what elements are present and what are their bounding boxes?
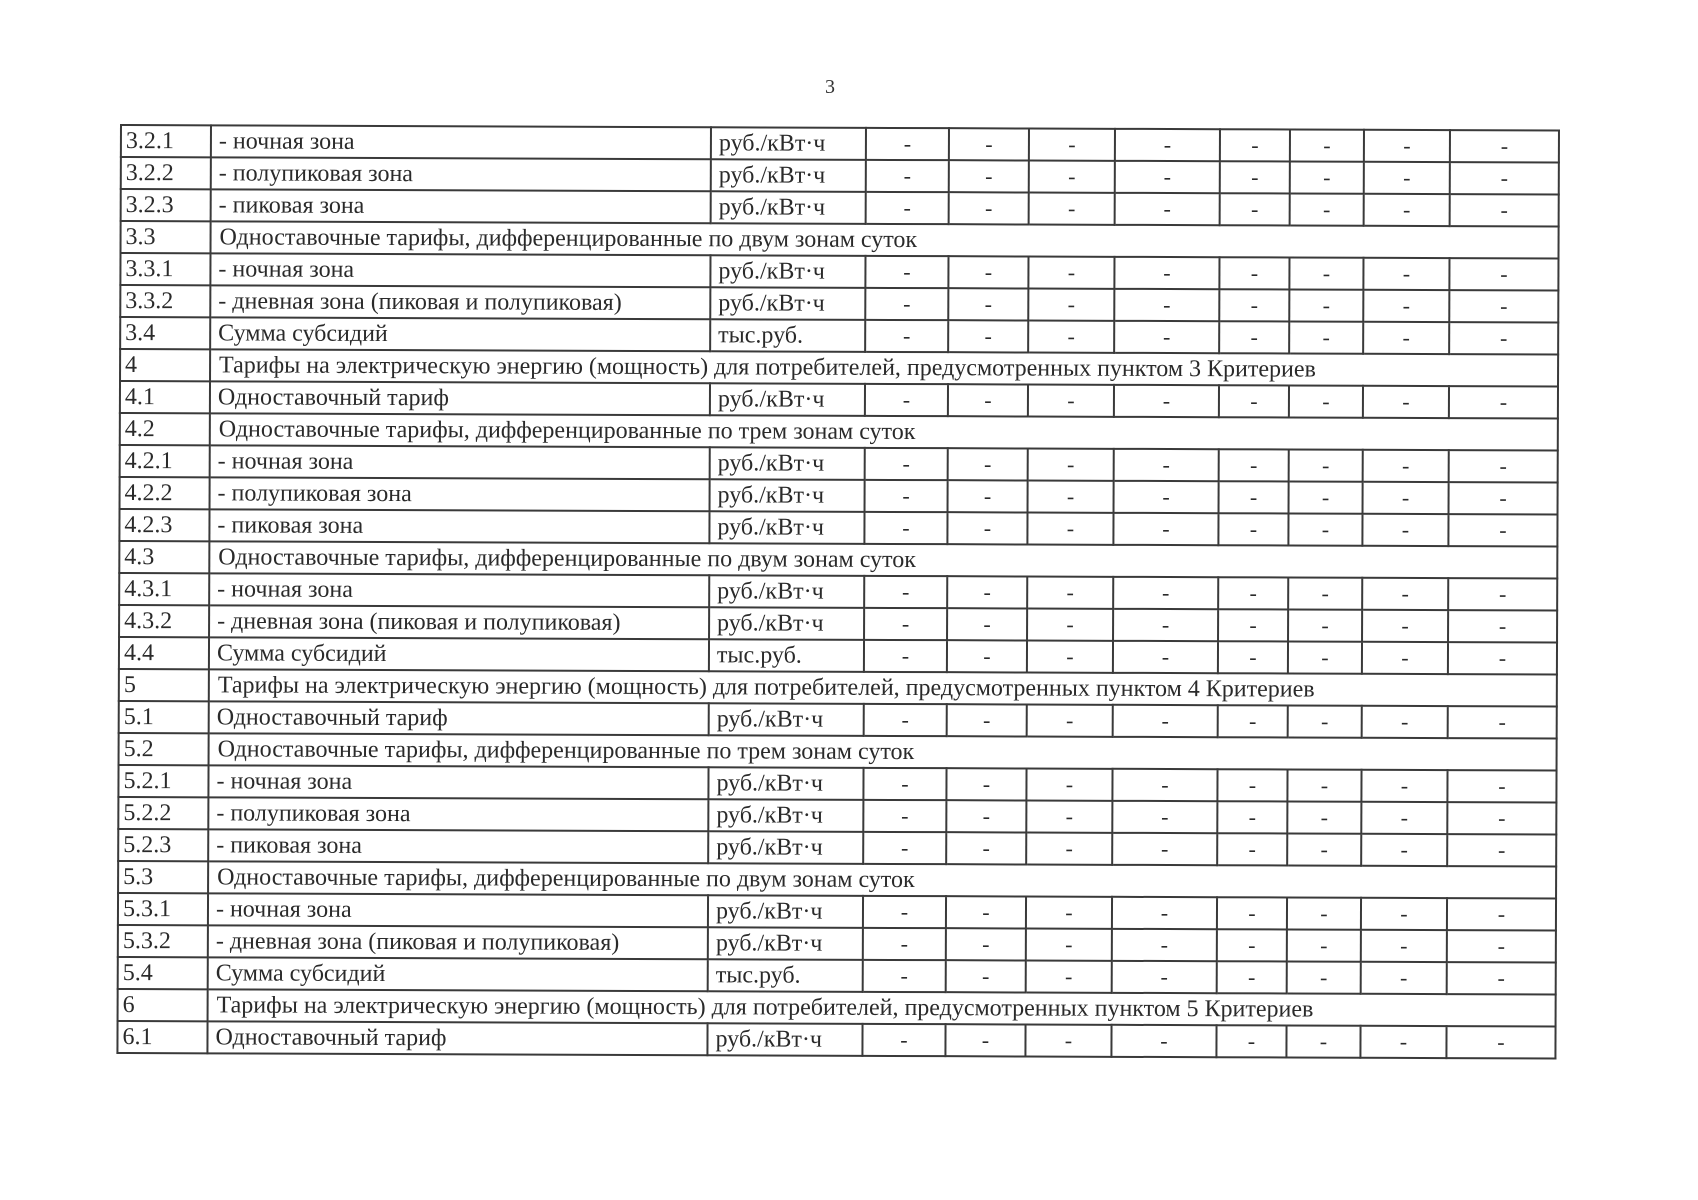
value-cell: - [1289, 449, 1363, 481]
value-cell: - [949, 128, 1029, 160]
value-cell: - [866, 192, 949, 224]
value-cell: - [1448, 610, 1557, 642]
value-cell: - [1115, 129, 1220, 161]
value-cell: - [1448, 514, 1557, 546]
value-cell: - [862, 1024, 945, 1056]
tariff-table [116, 124, 1560, 1060]
row-unit: руб./кВт·ч [710, 383, 865, 416]
row-unit: руб./кВт·ч [711, 127, 866, 160]
row-unit: руб./кВт·ч [709, 511, 864, 544]
value-cell: - [865, 288, 948, 320]
value-cell: - [1113, 577, 1218, 609]
value-cell: - [949, 192, 1029, 224]
value-cell: - [1220, 161, 1290, 193]
value-cell: - [1114, 385, 1219, 417]
table-row [117, 1021, 1555, 1059]
value-cell: - [1290, 193, 1364, 225]
value-cell: - [1288, 641, 1362, 673]
value-cell: - [1290, 129, 1364, 161]
value-cell: - [1218, 705, 1288, 737]
value-cell: - [1026, 960, 1112, 992]
value-cell: - [1217, 929, 1287, 961]
value-cell: - [1362, 578, 1448, 610]
value-cell: - [1112, 961, 1217, 993]
value-cell: - [864, 576, 947, 608]
value-cell: - [1027, 576, 1113, 608]
row-unit: руб./кВт·ч [711, 159, 866, 192]
row-number: 5.2 [119, 733, 209, 765]
value-cell: - [947, 640, 1027, 672]
value-cell: - [1449, 290, 1558, 322]
value-cell: - [1112, 769, 1217, 801]
value-cell: - [1447, 802, 1556, 834]
row-number: 5.2.1 [118, 765, 208, 797]
row-unit: тыс.руб. [710, 319, 865, 352]
value-cell: - [1112, 929, 1217, 961]
value-cell: - [1114, 321, 1219, 353]
section-title: Одноставочные тарифы, дифференцированные по трем зонам суток [209, 733, 1557, 770]
value-cell: - [947, 512, 1027, 544]
value-cell: - [865, 448, 948, 480]
row-name: Одноставочный тариф [210, 381, 710, 415]
section-title: Одноставочные тарифы, дифференцированные по трем зонам суток [210, 413, 1558, 450]
value-cell: - [1026, 800, 1112, 832]
value-cell: - [1287, 833, 1361, 865]
value-cell: - [1361, 930, 1447, 962]
row-unit: руб./кВт·ч [708, 927, 863, 960]
value-cell: - [947, 576, 1027, 608]
section-title: Одноставочные тарифы, дифференцированные по двум зонам суток [211, 221, 1559, 258]
row-name: - ночная зона [210, 253, 710, 287]
value-cell: - [1114, 257, 1219, 289]
value-cell: - [949, 160, 1029, 192]
row-number: 4 [120, 349, 210, 381]
row-number: 5.3.1 [118, 893, 208, 925]
value-cell: - [1449, 450, 1558, 482]
row-number: 6 [118, 989, 208, 1021]
row-number: 4.2.1 [120, 445, 210, 477]
value-cell: - [863, 896, 946, 928]
value-cell: - [863, 928, 946, 960]
value-cell: - [946, 896, 1026, 928]
row-name: Сумма субсидий [209, 637, 709, 671]
value-cell: - [1026, 896, 1112, 928]
section-title: Тарифы на электрическую энергию (мощность) для потребителей, предусмотренных пунктом 3 Критериев [210, 349, 1558, 386]
row-number: 3.2.3 [121, 189, 211, 221]
value-cell: - [864, 608, 947, 640]
row-name: - полупиковая зона [210, 477, 710, 511]
value-cell: - [864, 704, 947, 736]
section-title: Одноставочные тарифы, дифференцированные по двум зонам суток [209, 541, 1557, 578]
row-number: 3.3.1 [120, 253, 210, 285]
value-cell: - [1448, 578, 1557, 610]
value-cell: - [1288, 577, 1362, 609]
row-unit: руб./кВт·ч [709, 575, 864, 608]
value-cell: - [1361, 962, 1447, 994]
row-unit: руб./кВт·ч [710, 287, 865, 320]
value-cell: - [1288, 513, 1362, 545]
value-cell: - [1112, 897, 1217, 929]
value-cell: - [1219, 257, 1289, 289]
row-name: - дневная зона (пиковая и полупиковая) [208, 925, 708, 959]
value-cell: - [865, 384, 948, 416]
value-cell: - [1114, 481, 1219, 513]
row-unit: тыс.руб. [708, 959, 863, 992]
value-cell: - [947, 608, 1027, 640]
value-cell: - [1360, 1026, 1446, 1058]
value-cell: - [1218, 577, 1288, 609]
value-cell: - [1362, 642, 1448, 674]
page-number: 3 [825, 76, 835, 98]
row-unit: руб./кВт·ч [708, 895, 863, 928]
row-unit: руб./кВт·ч [710, 479, 865, 512]
value-cell: - [1363, 482, 1449, 514]
row-name: - дневная зона (пиковая и полупиковая) [210, 285, 710, 319]
value-cell: - [1217, 961, 1287, 993]
value-cell: - [1115, 193, 1220, 225]
value-cell: - [1027, 608, 1113, 640]
value-cell: - [1220, 193, 1290, 225]
value-cell: - [1027, 512, 1113, 544]
value-cell: - [1025, 1024, 1111, 1056]
row-number: 3.2.2 [121, 157, 211, 189]
tariff-table-body [117, 125, 1559, 1059]
value-cell: - [1113, 609, 1218, 641]
value-cell: - [1216, 1025, 1286, 1057]
row-number: 5.2.3 [118, 829, 208, 861]
value-cell: - [863, 800, 946, 832]
value-cell: - [1113, 705, 1218, 737]
value-cell: - [1220, 129, 1290, 161]
value-cell: - [1447, 962, 1556, 994]
value-cell: - [1288, 609, 1362, 641]
value-cell: - [1289, 481, 1363, 513]
value-cell: - [1219, 321, 1289, 353]
section-title: Одноставочные тарифы, дифференцированные по двум зонам суток [208, 861, 1556, 898]
value-cell: - [1218, 641, 1288, 673]
value-cell: - [948, 288, 1028, 320]
row-number: 3.3.2 [120, 285, 210, 317]
row-name: - полупиковая зона [208, 797, 708, 831]
value-cell: - [946, 800, 1026, 832]
value-cell: - [1113, 513, 1218, 545]
value-cell: - [1112, 801, 1217, 833]
value-cell: - [1217, 897, 1287, 929]
value-cell: - [1447, 930, 1556, 962]
row-number: 3.2.1 [121, 125, 211, 157]
value-cell: - [947, 704, 1027, 736]
section-title: Тарифы на электрическую энергию (мощность) для потребителей, предусмотренных пунктом 5 Критериев [208, 989, 1556, 1026]
value-cell: - [946, 768, 1026, 800]
value-cell: - [1364, 162, 1450, 194]
row-name: - ночная зона [208, 765, 708, 799]
value-cell: - [946, 928, 1026, 960]
value-cell: - [1029, 160, 1115, 192]
value-cell: - [1288, 705, 1362, 737]
value-cell: - [1219, 289, 1289, 321]
value-cell: - [1449, 482, 1558, 514]
row-number: 4.3.2 [119, 605, 209, 637]
row-name: - ночная зона [211, 125, 711, 159]
value-cell: - [1447, 770, 1556, 802]
row-name: - ночная зона [210, 445, 710, 479]
row-name: - пиковая зона [211, 189, 711, 223]
value-cell: - [1449, 322, 1558, 354]
value-cell: - [1219, 449, 1289, 481]
value-cell: - [1447, 898, 1556, 930]
value-cell: - [1363, 258, 1449, 290]
value-cell: - [1029, 192, 1115, 224]
value-cell: - [1450, 130, 1559, 162]
value-cell: - [866, 160, 949, 192]
row-number: 5.3.2 [118, 925, 208, 957]
value-cell: - [1029, 128, 1115, 160]
row-number: 4.4 [119, 637, 209, 669]
value-cell: - [1289, 289, 1363, 321]
value-cell: - [1026, 928, 1112, 960]
section-title: Тарифы на электрическую энергию (мощность) для потребителей, предусмотренных пунктом 4 Критериев [209, 669, 1557, 706]
row-number: 3.4 [120, 317, 210, 349]
value-cell: - [1448, 642, 1557, 674]
value-cell: - [1287, 961, 1361, 993]
value-cell: - [1027, 640, 1113, 672]
value-cell: - [1361, 834, 1447, 866]
row-name: - пиковая зона [208, 829, 708, 863]
value-cell: - [1218, 609, 1288, 641]
value-cell: - [1218, 513, 1288, 545]
value-cell: - [1450, 162, 1559, 194]
row-unit: руб./кВт·ч [708, 799, 863, 832]
row-name: Сумма субсидий [208, 957, 708, 991]
value-cell: - [1287, 897, 1361, 929]
value-cell: - [1361, 770, 1447, 802]
value-cell: - [1364, 194, 1450, 226]
row-number: 5.4 [118, 957, 208, 989]
row-name: - дневная зона (пиковая и полупиковая) [209, 605, 709, 639]
row-unit: тыс.руб. [709, 639, 864, 672]
row-name: Одноставочный тариф [209, 701, 709, 735]
value-cell: - [863, 832, 946, 864]
value-cell: - [1287, 801, 1361, 833]
value-cell: - [1363, 450, 1449, 482]
row-name: - ночная зона [208, 893, 708, 927]
value-cell: - [1447, 834, 1556, 866]
value-cell: - [945, 1024, 1025, 1056]
value-cell: - [1449, 386, 1558, 418]
row-unit: руб./кВт·ч [708, 767, 863, 800]
value-cell: - [864, 512, 947, 544]
value-cell: - [1361, 802, 1447, 834]
row-number: 4.2.3 [119, 509, 209, 541]
value-cell: - [1289, 257, 1363, 289]
row-unit: руб./кВт·ч [708, 831, 863, 864]
value-cell: - [1362, 610, 1448, 642]
value-cell: - [1219, 481, 1289, 513]
value-cell: - [1028, 256, 1114, 288]
value-cell: - [1028, 288, 1114, 320]
value-cell: - [1027, 704, 1113, 736]
value-cell: - [1028, 320, 1114, 352]
value-cell: - [1448, 706, 1557, 738]
row-unit: руб./кВт·ч [709, 703, 864, 736]
value-cell: - [948, 256, 1028, 288]
value-cell: - [1028, 384, 1114, 416]
tariff-table-sheet [116, 124, 1558, 1060]
value-cell: - [1114, 449, 1219, 481]
value-cell: - [1026, 768, 1112, 800]
value-cell: - [1289, 321, 1363, 353]
row-number: 5.3 [118, 861, 208, 893]
value-cell: - [1219, 385, 1289, 417]
row-unit: руб./кВт·ч [710, 255, 865, 288]
value-cell: - [1450, 194, 1559, 226]
value-cell: - [1449, 258, 1558, 290]
value-cell: - [864, 640, 947, 672]
value-cell: - [866, 128, 949, 160]
value-cell: - [1026, 832, 1112, 864]
row-name: Одноставочный тариф [207, 1021, 707, 1055]
value-cell: - [1112, 833, 1217, 865]
row-unit: руб./кВт·ч [709, 607, 864, 640]
value-cell: - [1217, 769, 1287, 801]
value-cell: - [948, 384, 1028, 416]
value-cell: - [865, 320, 948, 352]
row-number: 3.3 [121, 221, 211, 253]
value-cell: - [1028, 480, 1114, 512]
row-number: 5 [119, 669, 209, 701]
row-number: 6.1 [117, 1021, 207, 1053]
value-cell: - [1115, 161, 1220, 193]
row-number: 4.3 [119, 541, 209, 573]
value-cell: - [948, 480, 1028, 512]
value-cell: - [863, 768, 946, 800]
value-cell: - [1028, 448, 1114, 480]
value-cell: - [1363, 290, 1449, 322]
row-name: - полупиковая зона [211, 157, 711, 191]
row-name: - ночная зона [209, 573, 709, 607]
row-number: 5.2.2 [118, 797, 208, 829]
value-cell: - [1362, 706, 1448, 738]
row-name: Сумма субсидий [210, 317, 710, 351]
row-unit: руб./кВт·ч [711, 191, 866, 224]
value-cell: - [1290, 161, 1364, 193]
value-cell: - [1361, 898, 1447, 930]
value-cell: - [948, 320, 1028, 352]
value-cell: - [865, 480, 948, 512]
value-cell: - [948, 448, 1028, 480]
value-cell: - [1362, 514, 1448, 546]
value-cell: - [1364, 130, 1450, 162]
row-unit: руб./кВт·ч [710, 447, 865, 480]
value-cell: - [1217, 801, 1287, 833]
value-cell: - [1289, 385, 1363, 417]
value-cell: - [1113, 641, 1218, 673]
value-cell: - [946, 832, 1026, 864]
row-number: 4.3.1 [119, 573, 209, 605]
row-name: - пиковая зона [209, 509, 709, 543]
row-number: 4.2 [120, 413, 210, 445]
value-cell: - [1363, 322, 1449, 354]
value-cell: - [1287, 929, 1361, 961]
row-number: 4.1 [120, 381, 210, 413]
row-number: 4.2.2 [120, 477, 210, 509]
value-cell: - [1287, 769, 1361, 801]
row-unit: руб./кВт·ч [707, 1023, 862, 1056]
value-cell: - [863, 960, 946, 992]
value-cell: - [946, 960, 1026, 992]
value-cell: - [865, 256, 948, 288]
value-cell: - [1286, 1025, 1360, 1057]
value-cell: - [1111, 1025, 1216, 1057]
value-cell: - [1446, 1026, 1555, 1058]
value-cell: - [1217, 833, 1287, 865]
value-cell: - [1363, 386, 1449, 418]
value-cell: - [1114, 289, 1219, 321]
row-number: 5.1 [119, 701, 209, 733]
